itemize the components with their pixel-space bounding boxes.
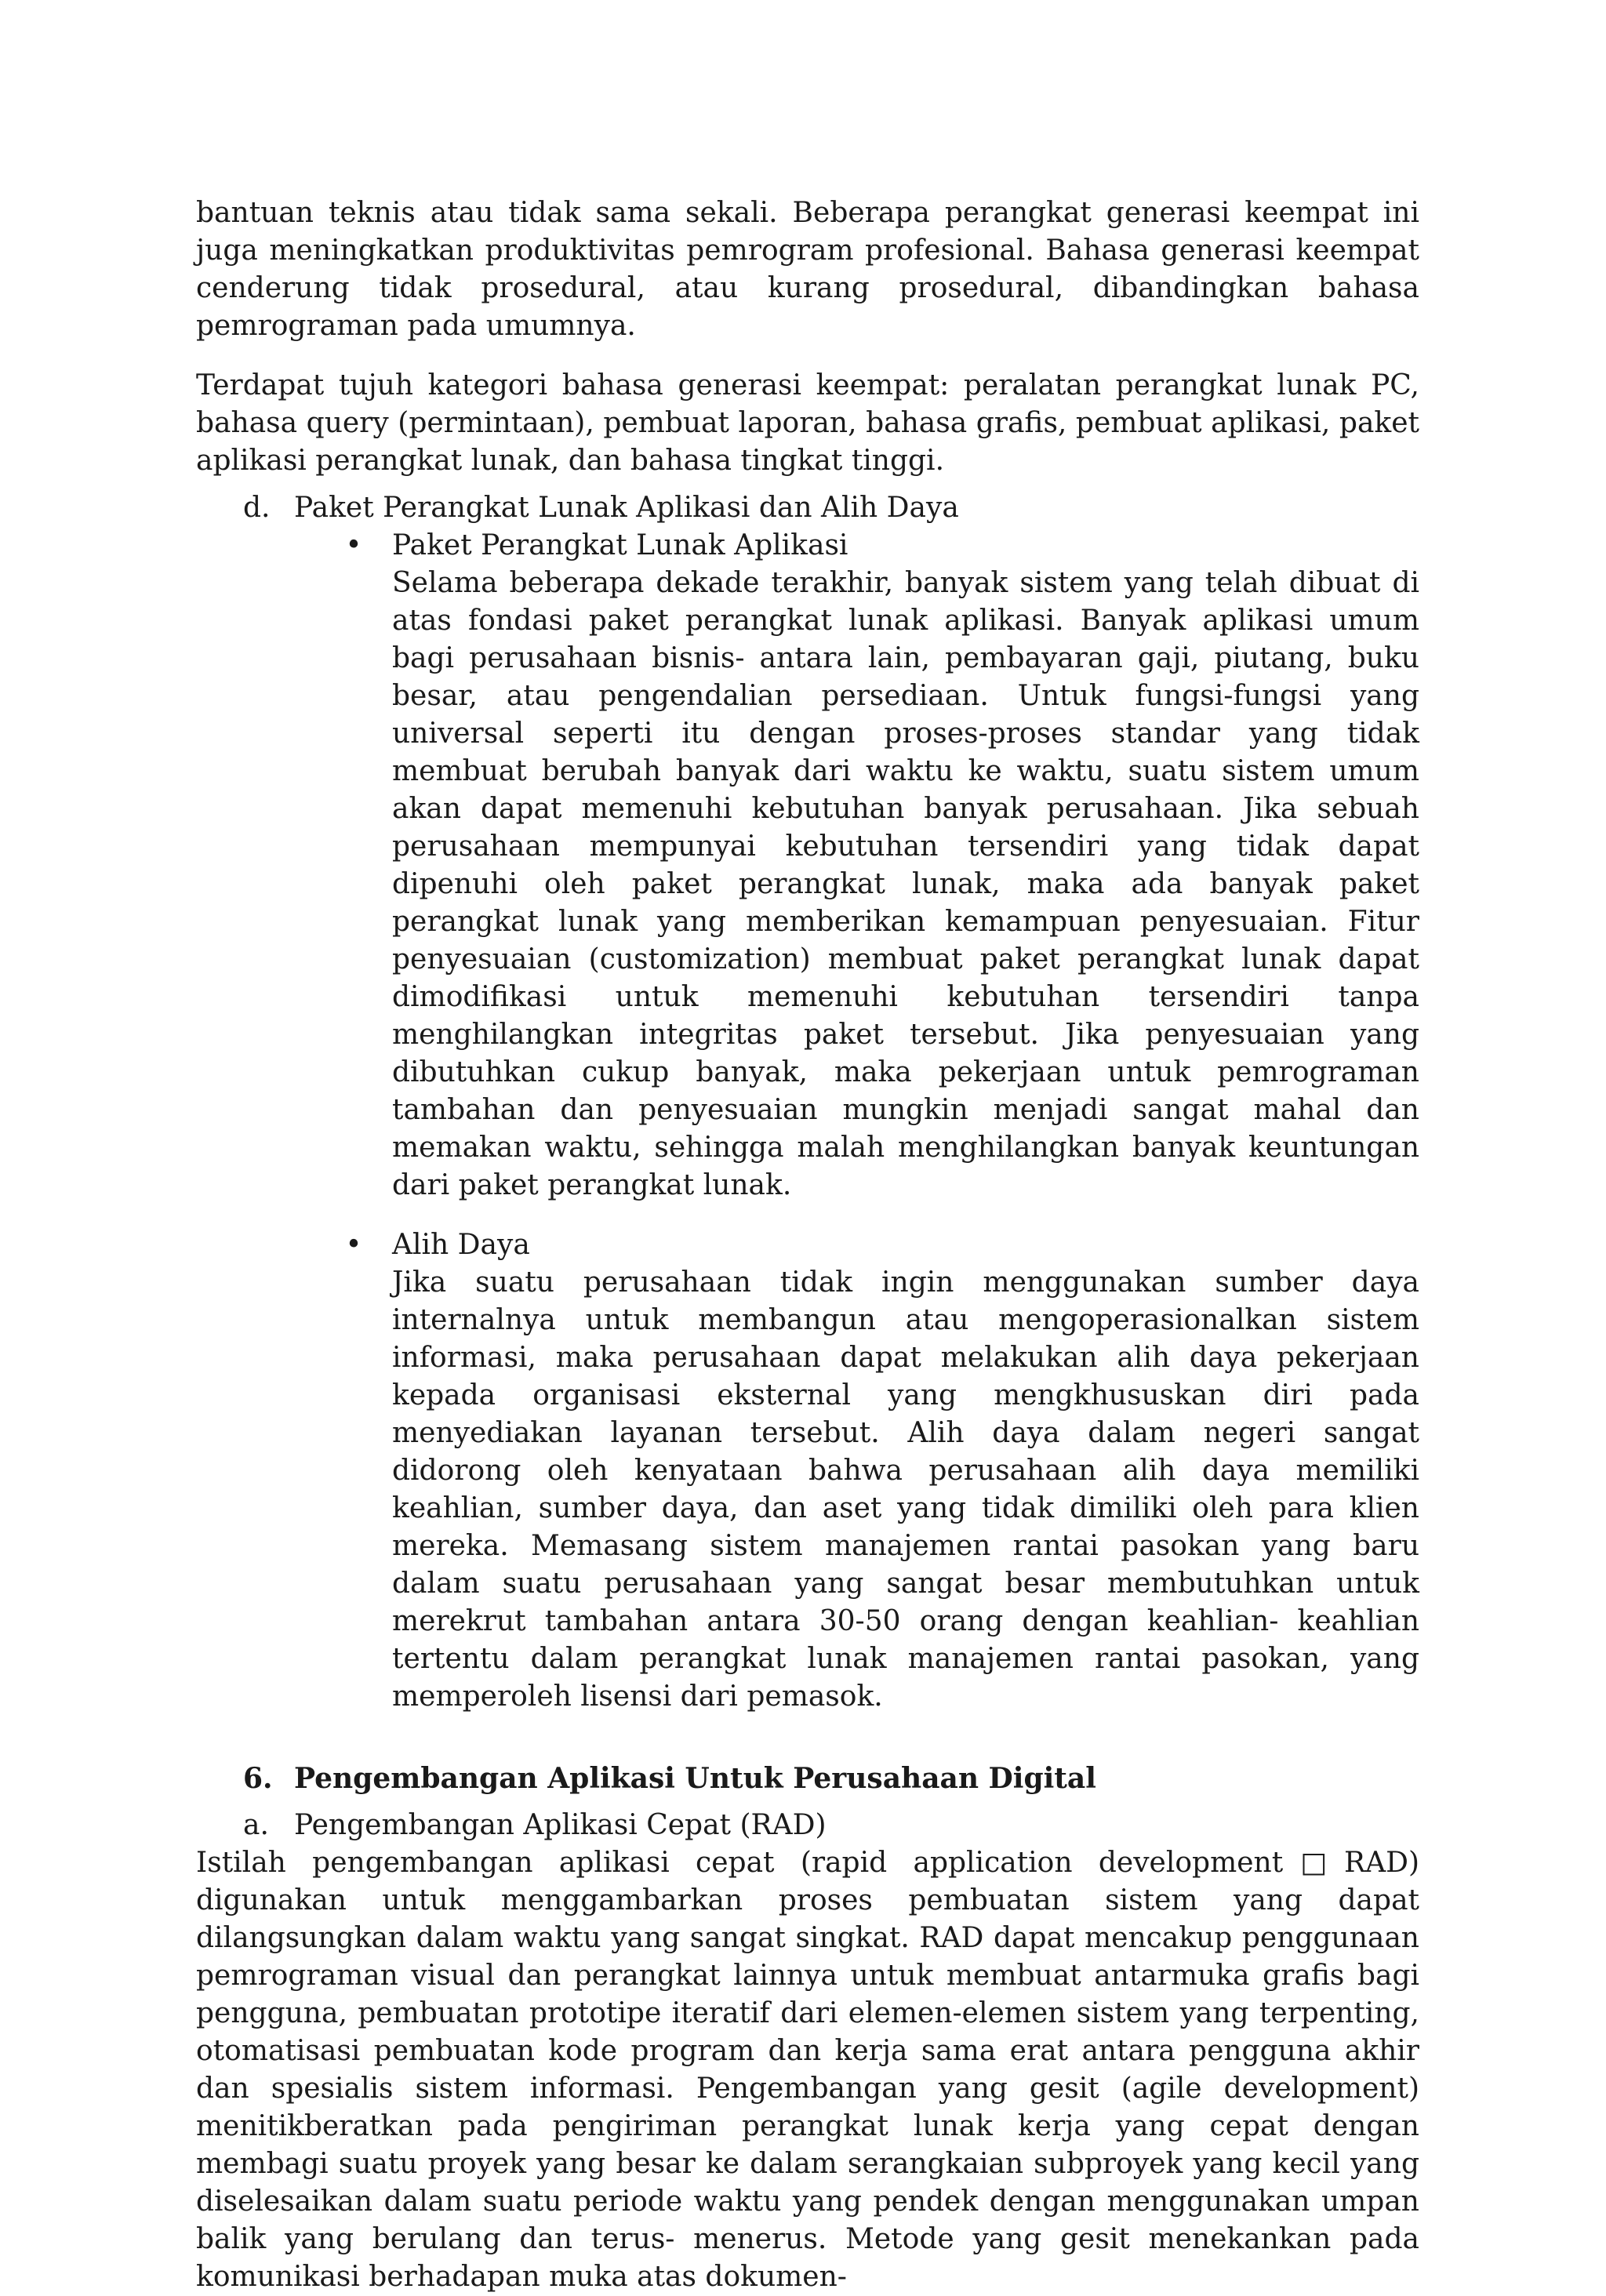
subsection-a-heading — [196, 1807, 1419, 1844]
section-6-heading — [196, 1760, 1419, 1797]
bullet-body: Jika suatu perusahaan tidak ingin menggunakan sumber daya internalnya untuk membangun atau mengoperasionalkan sistem informasi, maka perusahaan dapat melakukan alih daya pekerjaan kepada organisasi eksternal yang mengkhususkan diri pada menyediakan layanan tersebut. Alih daya dalam negeri sangat didorong oleh kenyataan bahwa perusahaan alih daya memiliki keahlian, sumber daya, dan aset yang tidak dimiliki oleh para klien mereka. Memasang sistem manajemen rantai pasokan yang baru dalam suatu perusahaan yang sangat besar membutuhkan untuk merekrut tambahan antara 30-50 orang dengan keahlian- keahlian tertentu dalam perangkat lunak manajemen rantai pasokan, yang memperoleh lisensi dari pemasok. — [392, 1266, 1419, 1713]
bullet-title: Paket Perangkat Lunak Aplikasi — [392, 529, 848, 561]
bullet-icon: • — [345, 1229, 362, 1261]
subsection-d-heading — [196, 489, 1419, 527]
subsection-a-letter: a. — [243, 1809, 269, 1841]
subsection-a-title: Pengembangan Aplikasi Cepat (RAD) — [294, 1809, 827, 1841]
subsection-d-title: Paket Perangkat Lunak Aplikasi dan Alih Daya — [294, 492, 959, 524]
intro-paragraph-1: bantuan teknis atau tidak sama sekali. Beberapa perangkat generasi keempat ini juga meningkatkan produktivitas pemrogram profesional. Bahasa generasi keempat cenderung tidak prosedural, atau kurang prosedural, dibandingkan bahasa pemrograman pada umumnya. — [196, 197, 1419, 342]
section-6-number: 6. — [243, 1762, 273, 1795]
bullet-body: Selama beberapa dekade terakhir, banyak sistem yang telah dibuat di atas fondasi paket perangkat lunak aplikasi. Banyak aplikasi umum bagi perusahaan bisnis- antara lain, pembayaran gaji, piutang, buku besar, atau pengendalian persediaan. Untuk fungsi-fungsi yang universal seperti itu dengan proses-proses standar yang tidak membuat berubah banyak dari waktu ke waktu, suatu sistem umum akan dapat memenuhi kebutuhan banyak perusahaan. Jika sebuah perusahaan mempunyai kebutuhan tersendiri yang tidak dapat dipenuhi oleh paket perangkat lunak, maka ada banyak paket perangkat lunak yang memberikan kemampuan penyesuaian. Fitur penyesuaian (customization) membuat paket perangkat lunak dapat dimodifikasi untuk memenuhi kebutuhan tersendiri tanpa menghilangkan integritas paket tersebut. Jika penyesuaian yang dibutuhkan cukup banyak, maka pekerjaan untuk pemrograman tambahan dan penyesuaian mungkin menjadi sangat mahal dan memakan waktu, sehingga malah menghilangkan banyak keuntungan dari paket perangkat lunak. — [392, 567, 1419, 1201]
bullet-item-outsourcing — [196, 1226, 1419, 1716]
intro-paragraph-2: Terdapat tujuh kategori bahasa generasi keempat: peralatan perangkat lunak PC, bahasa query (permintaan), pembuat laporan, bahasa grafis, pembuat aplikasi, paket aplikasi perangkat lunak, dan bahasa tingkat tinggi. — [196, 369, 1419, 477]
subsection-d-letter: d. — [243, 492, 271, 524]
bullet-item-application-packages — [196, 527, 1419, 1204]
section-6-body-paragraph: Istilah pengembangan aplikasi cepat (rapid application development□RAD) digunakan untuk menggambarkan proses pembuatan sistem yang dapat dilangsungkan dalam waktu yang sangat singkat. RAD dapat mencakup penggunaan pemrograman visual dan perangkat lainnya untuk membuat antarmuka grafis bagi pengguna, pembuatan prototipe iteratif dari elemen-elemen sistem yang terpenting, otomatisasi pembuatan kode program dan kerja sama erat antara pengguna akhir dan spesialis sistem informasi. Pengembangan yang gesit (agile development) menitikberatkan pada pengiriman perangkat lunak kerja yang cepat dengan membagi suatu proyek yang besar ke dalam serangkaian subproyek yang kecil yang diselesaikan dalam suatu periode waktu yang pendek dengan menggunakan umpan balik yang berulang dan terus- menerus. Metode yang gesit menekankan pada komunikasi berhadapan muka atas dokumen- — [196, 1847, 1419, 2293]
page-content — [196, 194, 1419, 2296]
bullet-title: Alih Daya — [392, 1229, 530, 1261]
bullet-icon: • — [345, 529, 362, 561]
section-6-title: Pengembangan Aplikasi Untuk Perusahaan Digital — [294, 1762, 1096, 1795]
